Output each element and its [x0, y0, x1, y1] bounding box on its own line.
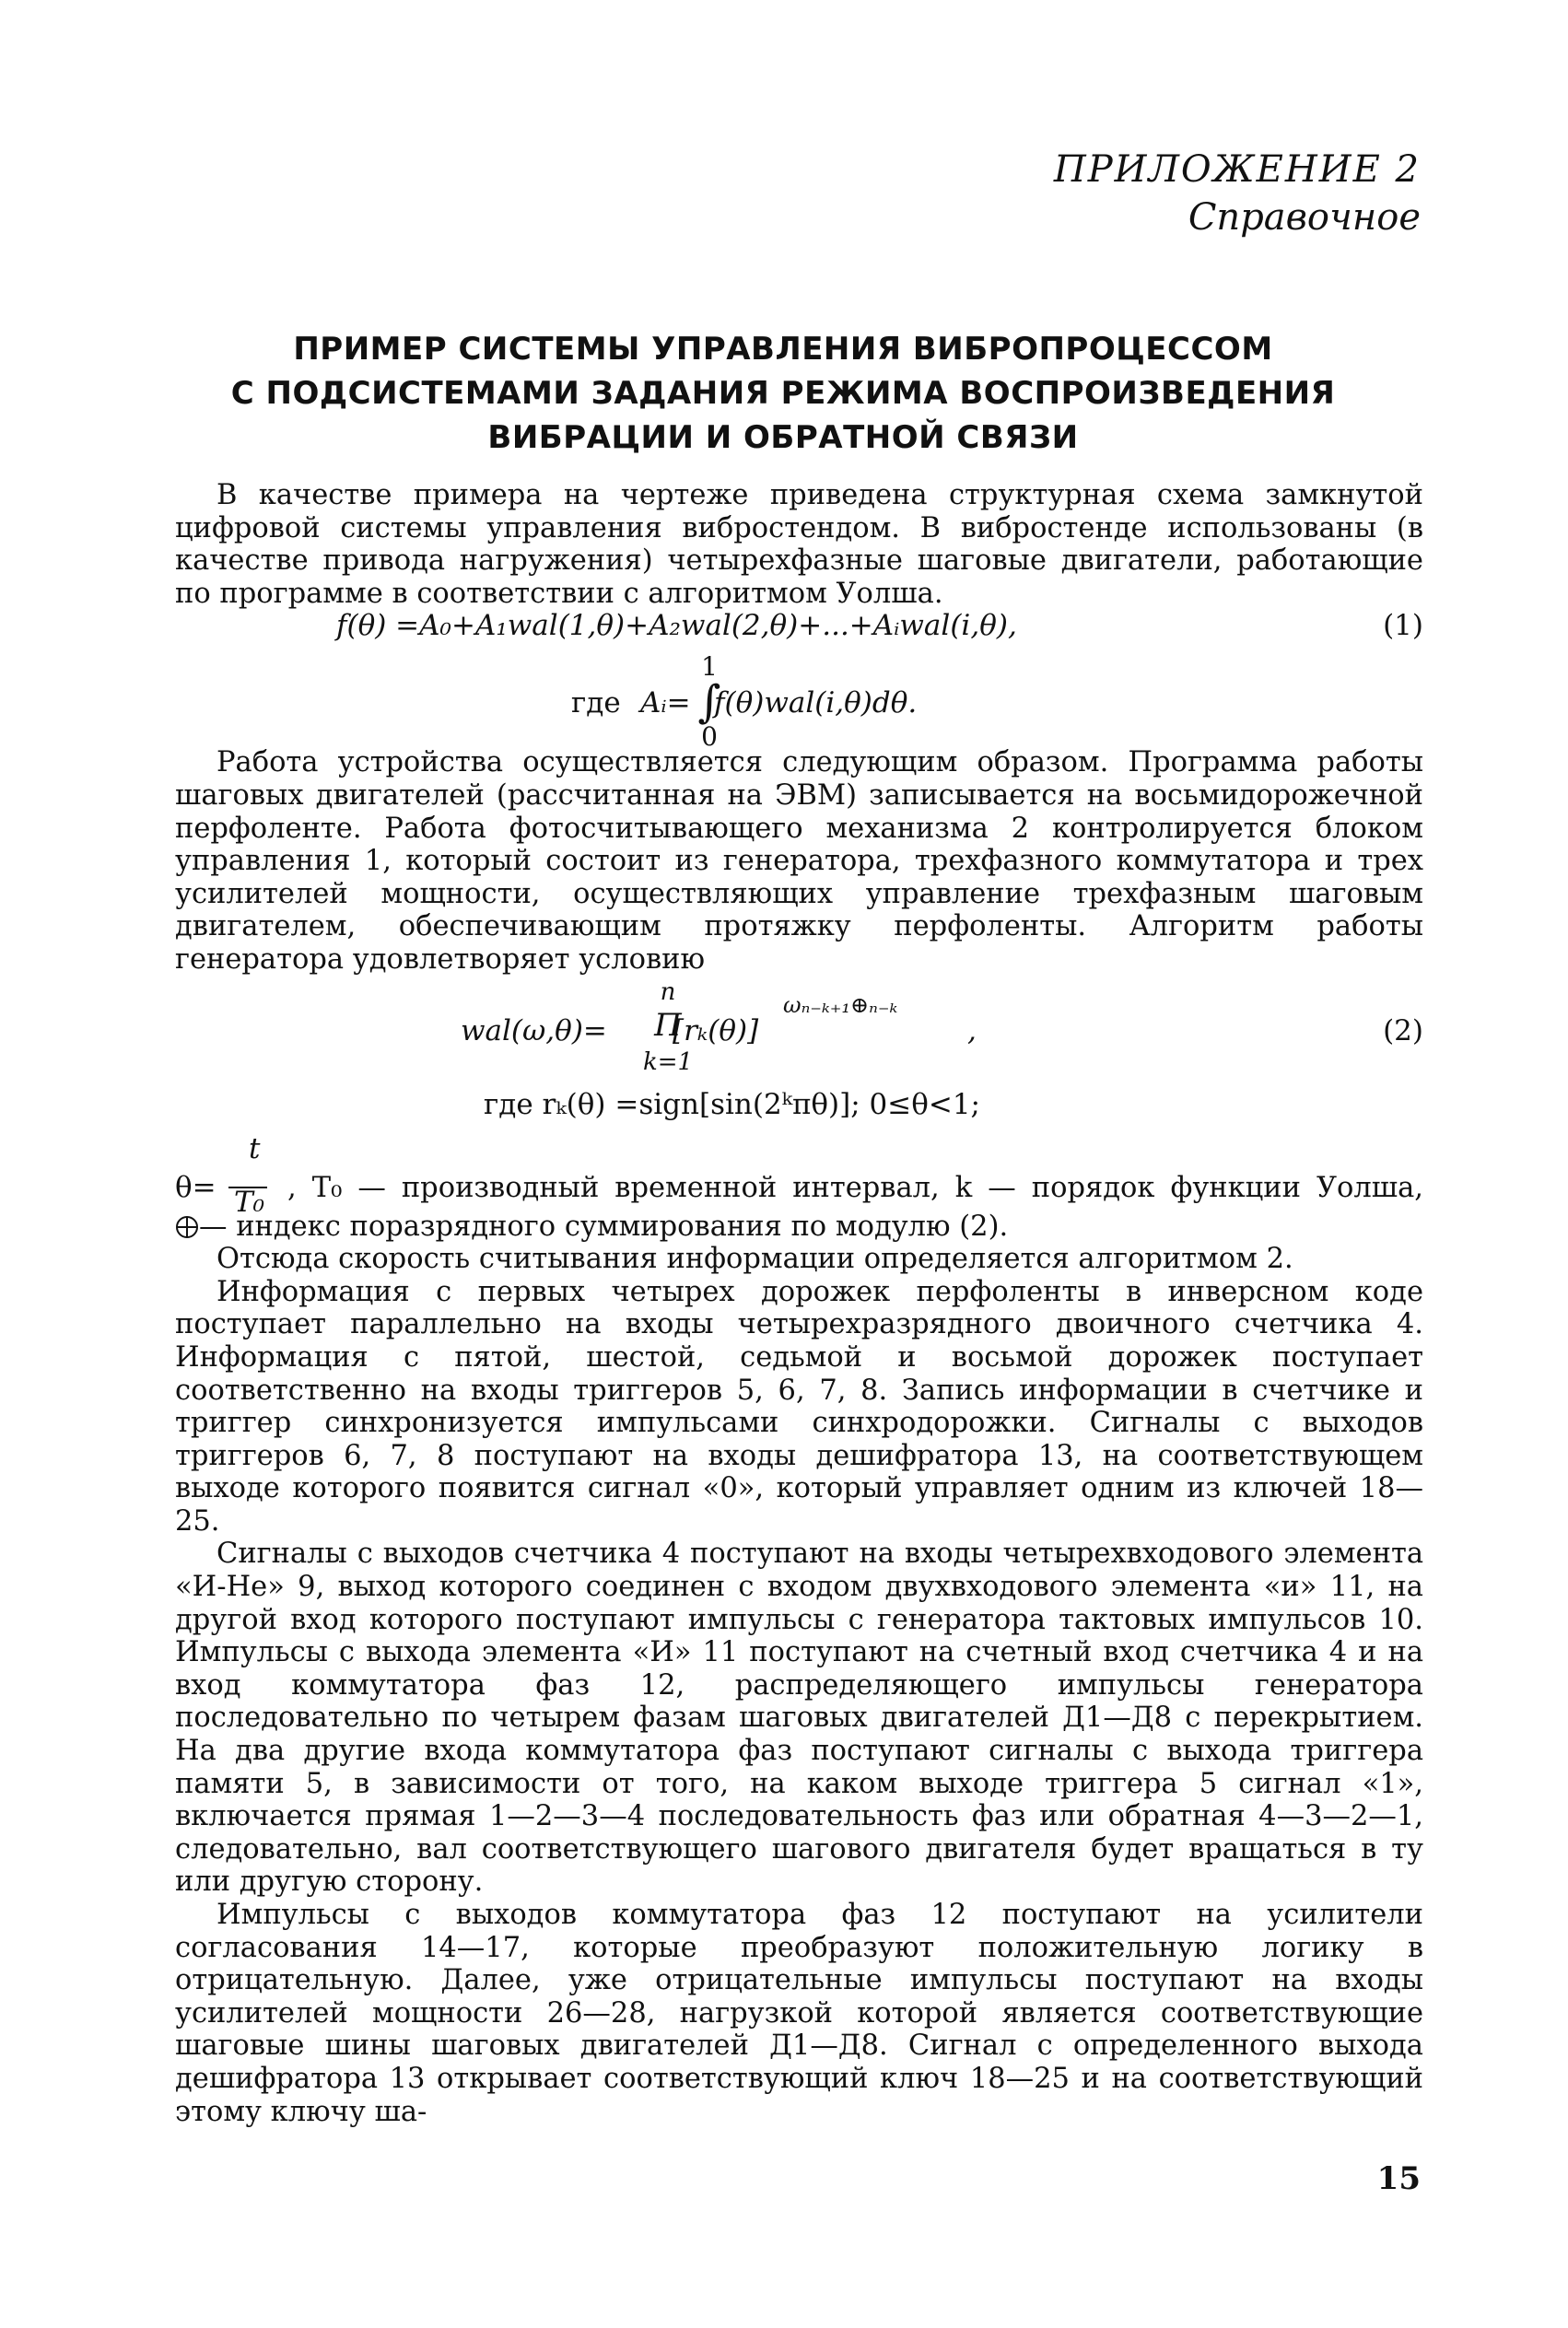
fraction-denominator: T₀: [234, 1185, 265, 1219]
circled-plus-icon: [175, 1215, 199, 1239]
section-title: [230, 327, 1336, 460]
formula-2-comma: ,: [967, 1013, 977, 1047]
paragraph-4: Информация с первых четырех дорожек перфоленты в инверсном коде поступает параллельно на входы четырехразрядного двоичного счетчика 4. Информация с пятой, шестой, седьмой и восьмой дорожек поступает соответственно на входы триггеров 5, 6, 7, 8. Запись информации в счетчике и триггер синхронизуется импульсами синхродорожки. Сигналы с выходов триггеров 6, 7, 8 поступают на входы дешифратора 13, на соответствующем выходе которого появится сигнал «0», который управляет одним из ключей 18—25.: [175, 1275, 1423, 1538]
integral-lower-limit: 0: [701, 721, 718, 753]
appendix-label: ПРИЛОЖЕНИЕ 2: [1053, 148, 1421, 191]
formula-2-number: (2): [1383, 1013, 1423, 1047]
integrand: f(θ)wal(i,θ)dθ.: [714, 686, 918, 720]
formula-1: [175, 610, 1423, 650]
formula-1-coefficient: [175, 650, 1423, 753]
title-line-2: С ПОДСИСТЕМАМИ ЗАДАНИЯ РЕЖИМА ВОСПРОИЗВЕДЕНИЯ: [230, 375, 1336, 412]
appendix-note: Справочное: [1188, 196, 1421, 239]
product-symbol: Π: [654, 1006, 682, 1044]
body-text: [175, 479, 1423, 2128]
formula-3-expression: где rₖ(θ) =sign[sin(2ᵏπθ)]; 0≤θ<1;: [484, 1087, 981, 1121]
formula-2: [175, 977, 1423, 1080]
theta-lhs: θ=: [175, 1170, 216, 1204]
integral-symbol: ∫: [697, 676, 721, 729]
title-line-3: ВИБРАЦИИ И ОБРАТНОЙ СВЯЗИ: [487, 419, 1079, 456]
formula-2-exponent: ωₙ₋ₖ₊₁⊕ₙ₋ₖ: [783, 991, 898, 1018]
paragraph-2: Работа устройства осуществляется следующим образом. Программа работы шаговых двигателей (рассчитанная на ЭВМ) записывается на восьмидорожечной перфоленте. Работа фотосчитывающего механизма 2 контролируется блоком управления 1, который состоит из генератора, трехфазного коммутатора и трех усилителей мощности, осуществляющих управление трехфазным шаговым двигателем, обеспечивающим протяжку перфоленты. Алгоритм работы генератора удовлетворяет условию: [175, 746, 1423, 976]
formula-3: [175, 1080, 1423, 1133]
page-number: 15: [1376, 2160, 1421, 2197]
theta-definition: [175, 1131, 1423, 1219]
product-upper: n: [660, 977, 676, 1006]
appendix-header: [1054, 146, 1421, 241]
coefficient-lhs: Aᵢ=: [640, 686, 691, 720]
integral-upper-limit: 1: [701, 651, 718, 683]
theta-definition-text: , T₀ — производный временной интервал, k — порядок функции Уолша,: [287, 1171, 1423, 1204]
paragraph-1: В качестве примера на чертеже приведена структурная схема замкнутой цифровой системы управления вибростендом. В вибростенде использованы (в качестве привода нагружения) четырехфазные шаговые двигатели, работающие по программе в соответствии с алгоритмом Уолша.: [175, 479, 1423, 610]
fraction-numerator: t: [249, 1131, 261, 1165]
formula-1-expression: f(θ) =A₀+A₁wal(1,θ)+A₂wal(2,θ)+...+Aᵢwal(i,θ),: [336, 609, 1017, 643]
paragraph-5: Сигналы с выходов счетчика 4 поступают на входы четырехвходового элемента «И-Не» 9, выход которого соединен с входом двухвходового элемента «и» 11, на другой вход которого поступают импульсы с генератора тактовых импульсов 10. Импульсы с выхода элемента «И» 11 поступают на счетный вход счетчика 4 и на вход коммутатора фаз 12, распределяющего импульсы генератора последовательно по четырем фазам шаговых двигателей Д1—Д8 с перекрытием. На два другие входа коммутатора фаз поступают сигналы с выхода триггера памяти 5, в зависимости от того, на каком выходе триггера 5 сигнал «1», включается прямая 1—2—3—4 последовательность фаз или обратная 4—3—2—1, следовательно, вал соответствующего шагового двигателя будет вращаться в ту или другую сторону.: [175, 1538, 1423, 1899]
where-label: где: [571, 686, 621, 720]
xor-definition-text: — индекс поразрядного суммирования по модулю (2).: [199, 1210, 1009, 1243]
product-lower: k=1: [642, 1047, 694, 1076]
paragraph-6: Импульсы с выходов коммутатора фаз 12 поступают на усилители согласования 14—17, которые преобразуют положительную логику в отрицательную. Далее, уже отрицательные импульсы поступают на входы усилителей мощности 26—28, нагрузкой которой является соответствующие шаговые шины шаговых двигателей Д1—Д8. Сигнал с определенного выхода дешифратора 13 открывает соответствующий ключ 18—25 и на соответствующий этому ключу ша-: [175, 1899, 1423, 2128]
formula-1-number: (1): [1383, 609, 1423, 643]
formula-2-lhs: wal(ω,θ)=: [461, 1013, 607, 1047]
paragraph-3: Отсюда скорость считывания информации определяется алгоритмом 2.: [216, 1243, 1293, 1276]
xor-definition: [175, 1211, 1423, 1244]
formula-2-body: [rₖ(θ)]: [673, 1013, 759, 1047]
title-line-1: ПРИМЕР СИСТЕМЫ УПРАВЛЕНИЯ ВИБРОПРОЦЕССОМ: [293, 331, 1273, 368]
